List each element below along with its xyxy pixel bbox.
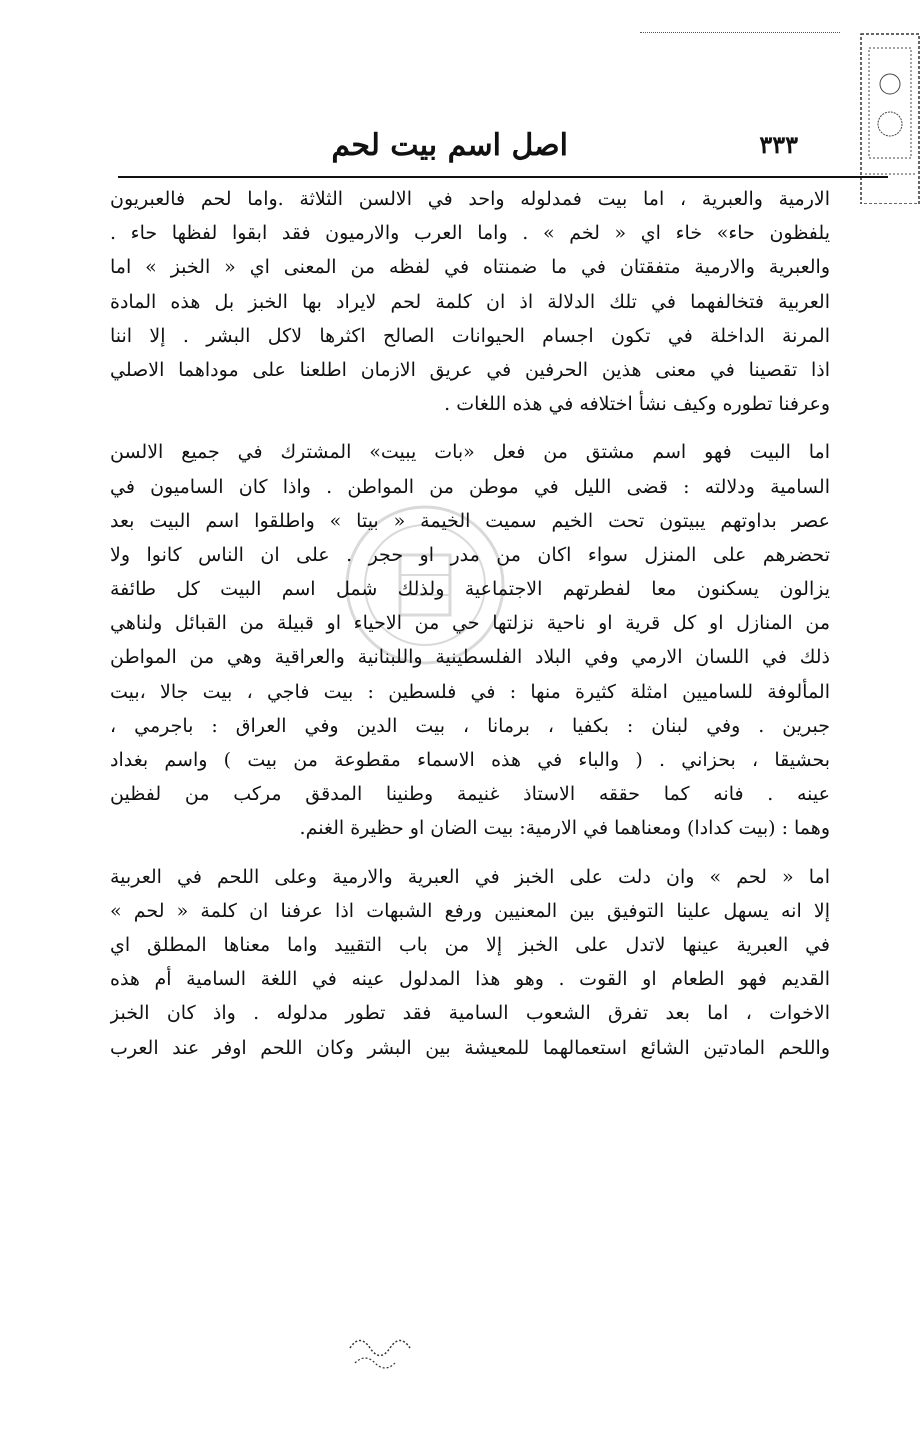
text-line: تحضرهم على المنزل سواء اكان من مدر او حجر . على ان الناس كانوا ولا	[110, 543, 830, 566]
text-line: المرنة الداخلة في تكون اجسام الحيوانات الصالح اكثرها لاكل البشر . إلا اننا	[110, 324, 830, 347]
paragraph-3	[110, 860, 830, 1065]
text-line: اذا تقصينا في معنى هذين الحرفين في عريق الازمان اطلعنا على موداهما الاصلي	[110, 358, 830, 381]
text-line: يلفظون حاء» خاء اي « لخم » . واما العرب والارميون فقد ابقوا لفظها حاء .	[110, 222, 830, 245]
text-line: من المنازل او كل قرية او ناحية نزلتها حي من الاحياء او قبيلة من القبائل ولناهي	[110, 612, 830, 635]
footer-ornament	[330, 1318, 420, 1388]
text-line: المألوفة للساميين امثلة كثيرة منها : في فلسطين : بيت فاجي ، بيت جالا ،بيت	[110, 680, 830, 703]
paragraph-1	[110, 182, 830, 421]
text-line: في العبرية عينها لاتدل على الخبز إلا من باب التقييد واما معناها المطلق اي	[110, 933, 830, 956]
text-line: إلا انه يسهل علينا التوفيق بين المعنيين ورفع الشبهات اذا عرفنا ان كلمة « لحم »	[110, 899, 830, 922]
text-line: الاخوات ، اما بعد تفرق الشعوب السامية فقد تطور مدلوله . واذ كان الخبز	[110, 1002, 830, 1025]
text-line: الارمية والعبرية ، اما بيت فمدلوله واحد في الالسن الثلاثة .واما لحم فالعبريون	[110, 188, 830, 210]
text-line: جبرين . وفي لبنان : بكفيا ، برمانا ، بيت الدين وفي العراق : باجرمي ،	[110, 714, 830, 737]
page-header	[118, 128, 878, 170]
paragraph-2	[110, 435, 830, 845]
text-line: القديم فهو الطعام او القوت . وهو هذا المدلول عينه في اللغة السامية أم هذه	[110, 968, 830, 991]
text-line: عينه . فانه كما حققه الاستاذ غنيمة وطنينا المدقق مركب من لفظين	[110, 783, 830, 806]
text-line: بحشيقا ، بحزاني . ( والباء في هذه الاسماء مقطوعة من بيت ) واسم بغداد	[110, 749, 830, 771]
text-line: ذلك في اللسان الارمي وفي البلاد الفلسطينية واللبنانية والعراقية وهي من المواطن	[110, 646, 830, 669]
text-line: اما « لحم » وان دلت على الخبز في العبرية والارمية وعلى اللحم في العربية	[110, 865, 830, 888]
text-line: وهما : (بيت كدادا) ومعناهما في الارمية: بيت الضان او حظيرة الغنم.	[299, 817, 830, 840]
text-line: العربية فتخالفهما في تلك الدلالة اذ ان كلمة لحم لايراد بها الخبز بل هذه المادة	[110, 290, 830, 313]
top-scan-note	[640, 22, 840, 33]
article-body	[110, 182, 830, 1065]
text-line: السامية ودلالته : قضى الليل في موطن من المواطن . واذا كان الساميون في	[110, 475, 830, 498]
text-line: واللحم المادتين الشائع استعمالهما للمعيشة بين البشر وكان اللحم اوفر عند العرب	[110, 1036, 830, 1059]
page-number: ٣٣٣	[759, 130, 798, 159]
text-line: وعرفنا تطوره وكيف نشأ اختلافه في هذه اللغات .	[444, 393, 830, 416]
text-line: يزالون يسكنون معا لفطرتهم الاجتماعية ولذلك شمل اسم البيت كل طائفة	[110, 578, 830, 601]
text-line: والعبرية والارمية متفقتان في ما ضمنتاه في لفظه من المعنى اي « الخبز » اما	[110, 256, 830, 279]
text-line: عصر بداوتهم يبيتون تحت الخيم سميت الخيمة « بيتا » واطلقوا اسم البيت بعد	[110, 509, 830, 532]
page-title: اصل اسم بيت لحم	[331, 128, 568, 163]
header-rule	[118, 176, 888, 178]
text-line: اما البيت فهو اسم مشتق من فعل «بات يبيت» المشترك في جميع الالسن	[110, 441, 830, 464]
